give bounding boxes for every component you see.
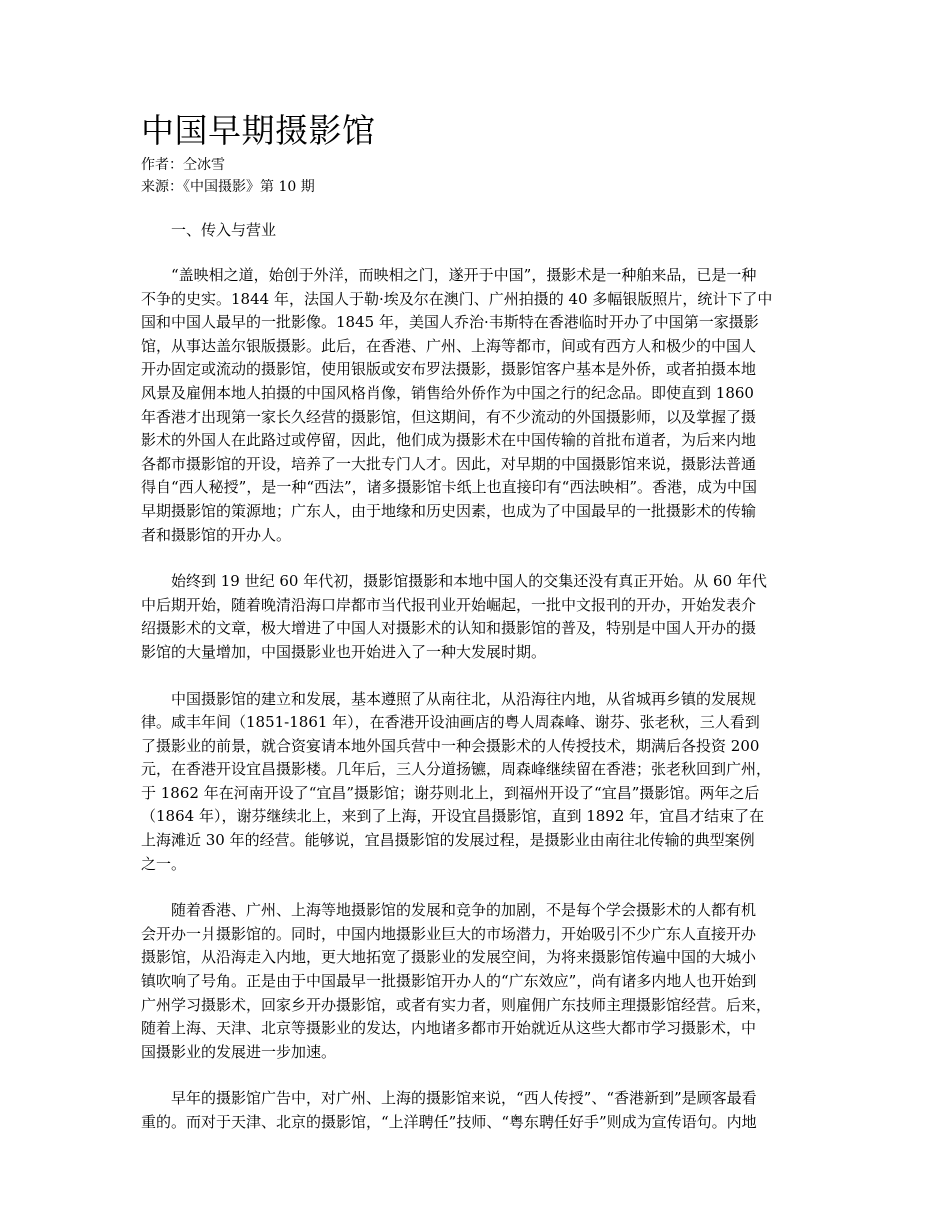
- paragraph-line: 之一。: [141, 854, 187, 873]
- article-body: [141, 264, 813, 1135]
- paragraph-line: 国和中国人最早的一批影像。1845 年，美国人乔治·韦斯特在香港临时开办了中国第一家摄影: [141, 313, 759, 332]
- paragraph-line: 会开办一爿摄影馆的。同时，中国内地摄影业巨大的市场潜力，开始吸引不少广东人直接开办: [141, 924, 757, 943]
- paragraph-line: 上海滩近 30 年的经营。能够说，宜昌摄影馆的发展过程，是摄影业由南往北传输的典型案例: [141, 831, 755, 850]
- paragraph-line: 馆，从事达盖尔银版摄影。此后，在香港、广州、上海等都市，间或有西方人和极少的中国人: [141, 336, 757, 355]
- paragraph: [141, 1087, 813, 1134]
- paragraph-line: 年香港才出现第一家长久经营的摄影馆，但这期间，有不少流动的外国摄影师，以及掌握了摄: [141, 407, 757, 426]
- paragraph-line: 元，在香港开设宜昌摄影楼。几年后，三人分道扬镳，周森峰继续留在香港；张老秋回到广州，: [141, 760, 772, 779]
- paragraph-line: 随着上海、天津、北京等摄影业的发达，内地诸多都市开始就近从这些大都市学习摄影术，中: [141, 1019, 757, 1038]
- paragraph-line: 绍摄影术的文章，极大增进了中国人对摄影术的认知和摄影馆的普及，特别是中国人开办的摄: [141, 619, 757, 638]
- paragraph-line: 早年的摄影馆广告中，对广州、上海的摄影馆来说，“西人传授”、“香港新到”是顾客最看: [171, 1089, 757, 1108]
- paragraph-line: 得自“西人秘授”，是一种“西法”，诸多摄影馆卡纸上也直接印有“西法映相”。香港，成为中国: [141, 478, 758, 497]
- document-page: [141, 110, 813, 1135]
- paragraph: [141, 570, 813, 664]
- paragraph-line: 风景及雇佣本地人拍摄的中国风格肖像，销售给外侨作为中国之行的纪念品。即使直到 1860: [141, 383, 754, 402]
- paragraph-line: 重的。而对于天津、北京的摄影馆，“上洋聘任”技师、“粤东聘任好手”则成为宣传语句。内地: [141, 1113, 757, 1131]
- paragraph-line: 影术的外国人在此路过或停留，因此，他们成为摄影术在中国传输的首批布道者，为后来内地: [141, 431, 757, 450]
- paragraph-line: 了摄影业的前景，就合资宴请本地外国兵营中一种会摄影术的人传授技术，期满后各投资 200: [141, 736, 760, 755]
- paragraph: [141, 899, 813, 1064]
- paragraph-line: 于 1862 年在河南开设了“宜昌”摄影馆；谢芬则北上，到福州开设了“宜昌”摄影馆。两年之后: [141, 783, 760, 802]
- paragraph-line: 中国摄影馆的建立和发展，基本遵照了从南往北，从沿海往内地，从省城再乡镇的发展规: [171, 689, 757, 708]
- article-author: 作者：仝冰雪: [141, 157, 225, 173]
- paragraph-line: 国摄影业的发展进一步加速。: [141, 1042, 337, 1061]
- paragraph-line: 始终到 19 世纪 60 年代初，摄影馆摄影和本地中国人的交集还没有真正开始。从 60 年代: [171, 572, 767, 591]
- paragraph-line: 各都市摄影馆的开设，培养了一大批专门人才。因此，对早期的中国摄影馆来说，摄影法普通: [141, 454, 757, 473]
- paragraph-line: 中后期开始，随着晚清沿海口岸都市当代报刊业开始崛起，一批中文报刊的开办，开始发表介: [141, 595, 757, 614]
- paragraph-line: 者和摄影馆的开办人。: [141, 525, 292, 544]
- paragraph-line: 镇吹响了号角。正是由于中国最早一批摄影馆开办人的“广东效应”，尚有诸多内地人也开始到: [141, 972, 757, 991]
- paragraph-line: 摄影馆，从沿海走入内地，更大地拓宽了摄影业的发展空间，为将来摄影馆传遍中国的大城小: [141, 948, 757, 967]
- article-title: 中国早期摄影馆: [141, 111, 376, 150]
- paragraph-line: 随着香港、广州、上海等地摄影馆的发展和竞争的加剧，不是每个学会摄影术的人都有机: [171, 901, 757, 920]
- paragraph: [141, 688, 813, 877]
- paragraph-line: 不争的史实。1844 年，法国人于勒·埃及尔在澳门、广州拍摄的 40 多幅银版照片，统计下了中: [141, 289, 773, 308]
- paragraph-line: “盖映相之道，始创于外洋，而映相之门，遂开于中国”，摄影术是一种舶来品，已是一种: [171, 266, 757, 284]
- paragraph-line: 律。咸丰年间（1851-1861 年），在香港开设油画店的粤人周森峰、谢芬、张老秋，三人看到: [141, 713, 760, 732]
- paragraph-line: 广州学习摄影术，回家乡开办摄影馆，或者有实力者，则雇佣广东技师主理摄影馆经营。后来，: [141, 995, 772, 1014]
- section-heading: 一、传入与营业: [171, 221, 277, 239]
- paragraph-line: 早期摄影馆的策源地；广东人，由于地缘和历史因素，也成为了中国最早的一批摄影术的传输: [141, 501, 757, 520]
- article-source: 来源：《中国摄影》第 10 期: [141, 179, 315, 195]
- paragraph-line: 开办固定或流动的摄影馆，使用银版或安布罗法摄影，摄影馆客户基本是外侨，或者拍摄本地: [141, 360, 757, 379]
- paragraph-line: 影馆的大量增加，中国摄影业也开始进入了一种大发展时期。: [141, 642, 547, 661]
- paragraph: [141, 264, 813, 547]
- paragraph-line: （1864 年），谢芬继续北上，来到了上海，开设宜昌摄影馆，直到 1892 年，宜昌才结束了在: [141, 807, 765, 826]
